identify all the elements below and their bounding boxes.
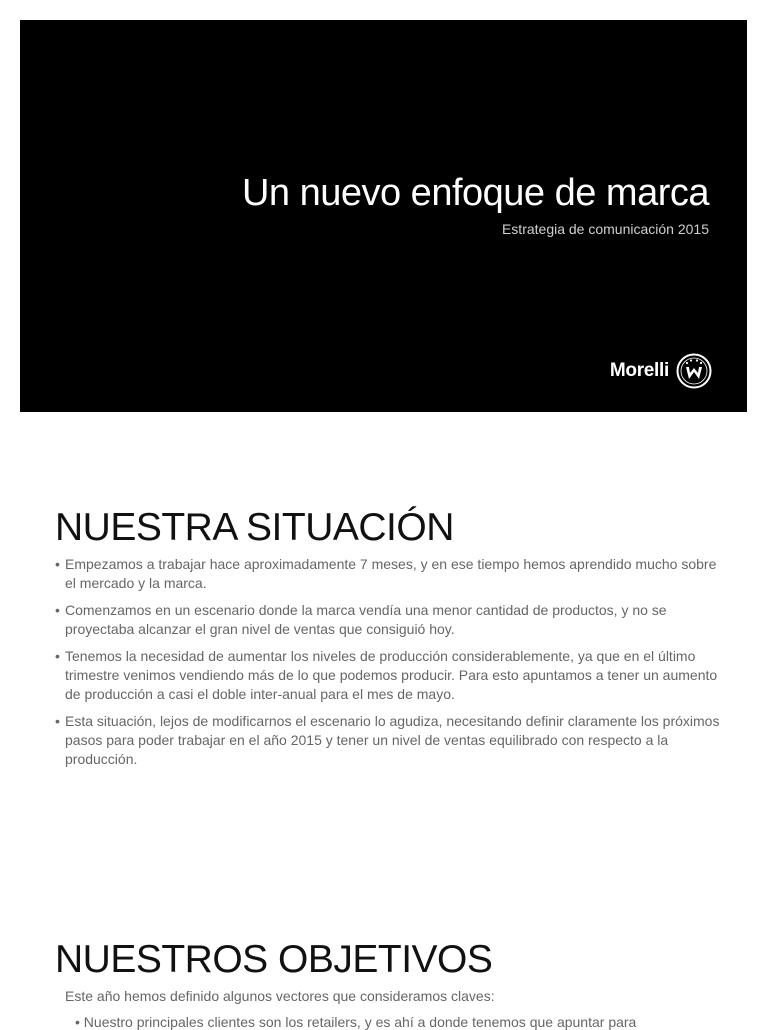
- cover-panel: [20, 20, 747, 412]
- list-item: [55, 555, 725, 593]
- cover-title: Un nuevo enfoque de marca: [241, 172, 709, 214]
- objectives-first-bullet: • Nuestro principales clientes son los retailers, y es ahí a donde tenemos que apuntar para: [75, 1014, 637, 1030]
- bullet-text: Esta situación, lejos de modificarnos el escenario lo agudiza, necesitando definir claramente los próximos pasos para poder trabajar en el año 2015 y tener un nivel de ventas equilibrado con respecto a la producción.: [65, 713, 720, 767]
- bullet-text: Empezamos a trabajar hace aproximadamente 7 meses, y en ese tiempo hemos aprendido mucho sobre el mercado y la marca.: [65, 556, 717, 591]
- brand-emblem-icon: [675, 352, 713, 390]
- brand-logo: [610, 352, 713, 390]
- bullet-icon: •: [55, 602, 60, 618]
- list-item: [55, 647, 725, 704]
- bullet-icon: •: [55, 556, 60, 572]
- objectives-heading: NUESTROS OBJETIVOS: [55, 938, 493, 981]
- bullet-text: Comenzamos en un escenario donde la marca vendía una menor cantidad de productos, y no se proyectaba alcanzar el gran nivel de ventas que consiguió hoy.: [65, 602, 667, 637]
- brand-logo-text: Morelli: [609, 360, 669, 381]
- bullet-text: Tenemos la necesidad de aumentar los niveles de producción considerablemente, ya que en el último trimestre venimos vendiendo más de lo que podemos producir. Para esto apuntamos a tener un aumento de producción a casi el doble inter-anual para el mes de mayo.: [65, 648, 718, 702]
- objectives-intro: Este año hemos definido algunos vectores que consideramos claves:: [65, 988, 495, 1004]
- situation-heading: NUESTRA SITUACIÓN: [55, 506, 454, 549]
- cover-subtitle: Estrategia de comunicación 2015: [501, 221, 709, 237]
- situation-bullet-list: [55, 555, 725, 777]
- list-item: [55, 712, 725, 769]
- bullet-icon: •: [55, 648, 60, 664]
- list-item: [55, 601, 725, 639]
- bullet-icon: •: [55, 713, 60, 729]
